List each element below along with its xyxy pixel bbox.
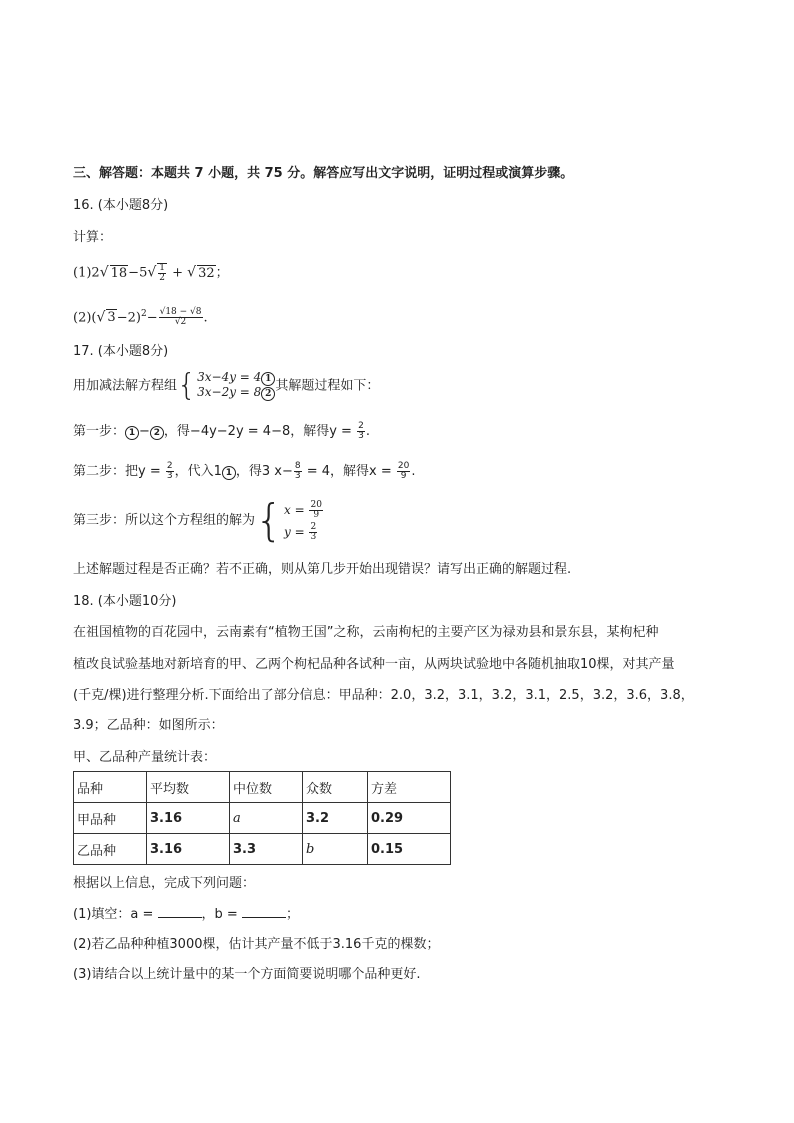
table-header-row [74, 772, 451, 803]
circled-one-icon: 1 [222, 466, 236, 480]
table-cell: 3.16 [147, 803, 230, 834]
q18-heading: 18. (本小题10分) [73, 594, 177, 609]
step1-den: 3 [358, 431, 364, 441]
sub1-b-label: ，b = [201, 907, 242, 922]
step3-y-frac [309, 523, 317, 542]
table-header-cell: 品种 [74, 772, 147, 803]
q18-prompt: 根据以上信息，完成下列问题： [73, 876, 256, 891]
eq2 [197, 385, 275, 399]
step3-xd: 9 [313, 510, 320, 520]
table-header-cell: 众数 [303, 772, 368, 803]
radical-icon: √ [147, 264, 157, 281]
q16-p1-minus5: −5 [128, 265, 148, 281]
table-cell: b [303, 834, 368, 865]
table-cell: a [230, 803, 303, 834]
step1-end: . [365, 424, 370, 439]
q16-p1-frac-num: 1 [159, 263, 165, 273]
step2-end: . [411, 464, 416, 479]
table-cell: 3.3 [230, 834, 303, 865]
step2-d2: 3 [294, 471, 301, 481]
table-cell: 0.29 [368, 803, 451, 834]
equation-system [197, 371, 275, 401]
q18-sub2: (2)若乙品种种植3000棵，估计其产量不低于3.16千克的棵数； [73, 937, 440, 952]
q16-p2-den: √2 [174, 317, 187, 328]
step2-frac1 [166, 462, 174, 481]
step2-text-b: ，代入1 [174, 464, 222, 479]
q18-para-line3: (千克/棵)进行整理分析.下面给出了部分信息：甲品种：2.0，3.2，3.1，3.2，3.1，2.5，3.2，3.6，3.8， [73, 688, 694, 703]
q16-p1-plus: + [168, 265, 188, 281]
step3-yn: 2 [310, 522, 317, 532]
left-brace-icon: { [177, 368, 197, 403]
step1-text: ，得−4y−2y = 4−8，解得y = [163, 424, 357, 439]
q16-p2-minus: − [146, 310, 158, 326]
q16-p1-radicand1: 18 [110, 265, 128, 281]
eq1-text: 3x−4y = 4 [197, 370, 262, 384]
step2-label: 第二步：把y = [73, 464, 165, 479]
table-header-cell: 平均数 [147, 772, 230, 803]
circled-two-icon: 2 [150, 426, 164, 440]
q16-p1-coef: 2 [91, 265, 100, 281]
q16-heading: 16. (本小题8分) [73, 198, 169, 213]
left-brace-icon: { [255, 495, 284, 546]
step3-x: x = [284, 503, 309, 517]
step1-dash: − [139, 424, 150, 439]
q18-sub1 [73, 905, 299, 924]
circled-one-icon: 1 [125, 426, 139, 440]
q16-p1-end: ； [215, 265, 229, 281]
q16-p2-open: ( [91, 310, 97, 326]
table-cell: 3.16 [147, 834, 230, 865]
q16-part1 [73, 263, 229, 283]
step1-num: 2 [358, 421, 364, 431]
q18-para-line1: 在祖国植物的百花园中，云南素有“植物王国”之称，云南枸杞的主要产区为禄劝县和景东县，某枸杞种 [73, 625, 659, 640]
table-row [74, 834, 451, 865]
q16-p2-end: . [203, 310, 208, 326]
step2-text-d: = 4，解得x = [302, 464, 396, 479]
step1-fraction [357, 422, 365, 441]
solution-system [284, 499, 324, 543]
q16-p1-frac-den: 2 [159, 273, 165, 283]
q17-intro-b: 其解题过程如下： [275, 378, 380, 394]
q16-p2-fraction [159, 308, 203, 327]
step1-label: 第一步： [73, 424, 126, 439]
step3-yd: 3 [310, 532, 317, 542]
step2-d3: 9 [400, 471, 407, 481]
q17-step2 [73, 462, 415, 481]
yield-stats-table [73, 771, 451, 865]
q17-heading: 17. (本小题8分) [73, 344, 169, 359]
q16-p2-mid: −2) [116, 310, 141, 326]
step3-label: 第三步：所以这个方程组的解为 [73, 513, 256, 528]
q18-para-line4: 3.9；乙品种：如图所示： [73, 718, 224, 733]
circled-one-icon: 1 [261, 372, 275, 386]
step3-x-frac [309, 501, 322, 520]
circled-two-icon: 2 [261, 387, 275, 401]
step3-xn: 20 [310, 500, 322, 510]
q16-p1-label: (1) [73, 265, 92, 281]
q18-para-line2: 植改良试验基地对新培育的甲、乙两个枸杞品种各试种一亩，从两块试验地中各随机抽取10棵，对其产量 [73, 657, 675, 672]
q16-p1-fraction [157, 263, 167, 283]
radical-icon: √ [99, 264, 109, 281]
q16-p2-num: √18 − √8 [159, 307, 202, 318]
q16-p2-label: (2) [73, 310, 92, 326]
table-cell: 乙品种 [74, 834, 147, 865]
answer-blank-b[interactable] [242, 905, 286, 918]
step2-frac3 [397, 462, 410, 481]
q17-intro-a: 用加减法解方程组 [73, 378, 178, 394]
q16-part2 [73, 305, 208, 327]
q18-sub3: (3)请结合以上统计量中的某一个方面简要说明哪个品种更好. [73, 967, 421, 982]
q16-p2-exponent: 2 [140, 309, 147, 319]
step2-frac2 [294, 462, 302, 481]
sub1-label: (1)填空：a = [73, 907, 158, 922]
table-header-cell: 方差 [368, 772, 451, 803]
q16-intro: 计算： [73, 230, 113, 245]
q16-p2-radicand: 3 [107, 310, 116, 326]
section-header: 三、解答题：本题共 7 小题，共 75 分。解答应写出文字说明，证明过程或演算步骤。 [73, 166, 574, 181]
q16-p1-radicand2: 32 [198, 265, 215, 281]
sub1-end: ； [285, 907, 299, 922]
step2-text-c: ，得3 x− [235, 464, 293, 479]
table-row [74, 803, 451, 834]
eq1 [197, 370, 275, 384]
step2-n2: 8 [294, 461, 301, 471]
q17-intro [73, 368, 380, 403]
step3-y: y = [284, 525, 309, 539]
q17-step1 [73, 422, 370, 441]
table-header-cell: 中位数 [230, 772, 303, 803]
step2-d1: 3 [166, 471, 173, 481]
table-caption: 甲、乙品种产量统计表： [73, 750, 217, 765]
radical-icon: √ [96, 309, 106, 326]
table-cell: 3.2 [303, 803, 368, 834]
q17-step3 [73, 495, 324, 546]
answer-blank-a[interactable] [158, 905, 202, 918]
radical-icon: √ [187, 264, 197, 281]
table-cell: 0.15 [368, 834, 451, 865]
q17-question: 上述解题过程是否正确？若不正确，则从第几步开始出现错误？请写出正确的解题过程. [73, 562, 572, 577]
step2-n3: 20 [397, 461, 410, 471]
eq2-text: 3x−2y = 8 [197, 385, 262, 399]
step2-n1: 2 [166, 461, 173, 471]
table-cell: 甲品种 [74, 803, 147, 834]
